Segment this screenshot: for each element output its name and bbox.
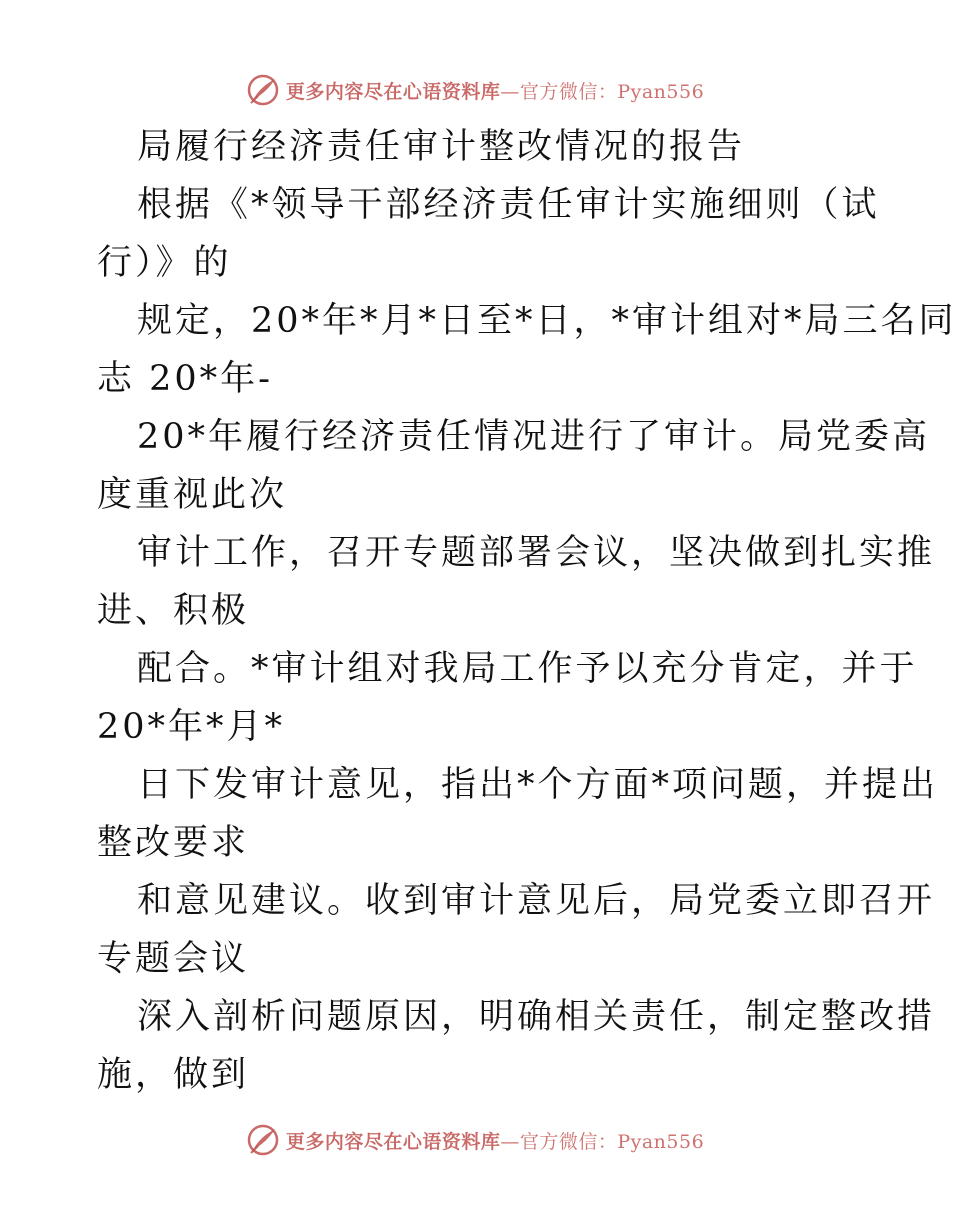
banner-text: 更多内容尽在心语资料库—官方微信：Pyan556 (285, 80, 705, 103)
footer-banner (0, 1120, 950, 1160)
banner-text: 更多内容尽在心语资料库—官方微信：Pyan556 (285, 1130, 705, 1153)
paragraph-line: 志 20*年- (97, 359, 273, 399)
paragraph-line: 行）》的 (97, 243, 232, 283)
header-banner (0, 70, 950, 110)
paragraph-line: 和意见建议。收到审计意见后，局党委立即召开 (137, 881, 936, 921)
paragraph-line: 20*年*月* (97, 707, 286, 747)
paragraph-line: 配合。*审计组对我局工作予以充分肯定，并于 (137, 649, 918, 689)
paragraph-line: 深入剖析问题原因，明确相关责任，制定整改措 (137, 997, 936, 1037)
paragraph-line: 审计工作，召开专题部署会议，坚决做到扎实推 (137, 533, 936, 573)
paragraph-line: 度重视此次 (97, 475, 288, 515)
paragraph-line: 专题会议 (97, 939, 250, 979)
paragraph-line: 日下发审计意见，指出*个方面*项问题，并提出 (137, 765, 939, 805)
paragraph-line: 施，做到 (97, 1055, 250, 1095)
paragraph-line: 整改要求 (97, 823, 250, 863)
document-body (97, 118, 957, 1104)
paragraph-line: 根据《*领导干部经济责任审计实施细则（试 (137, 185, 880, 225)
document-title: 局履行经济责任审计整改情况的报告 (137, 127, 746, 167)
paragraph-line: 规定，20*年*月*日至*日，*审计组对*局三名同 (137, 301, 957, 341)
quill-logo-icon (246, 1123, 280, 1157)
paragraph-line: 进、积极 (97, 591, 250, 631)
paragraph-line: 20*年履行经济责任情况进行了审计。局党委高 (137, 417, 931, 457)
quill-logo-icon (246, 73, 280, 107)
